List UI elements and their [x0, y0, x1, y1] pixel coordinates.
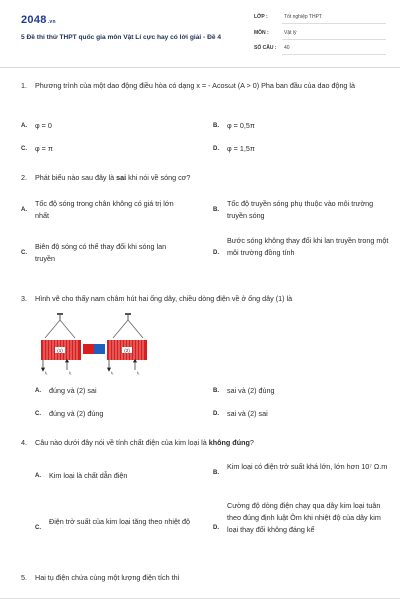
option-label: D. — [213, 411, 219, 417]
meta-subject — [254, 30, 394, 42]
question-2 — [21, 172, 391, 186]
question-5 — [21, 572, 391, 586]
option-text: sai và (2) sai — [227, 409, 268, 418]
option-text: đúng và (2) đúng — [49, 409, 104, 418]
solenoid-figure — [35, 312, 155, 376]
option-b[interactable] — [213, 385, 383, 397]
meta-grade — [254, 14, 394, 26]
option-text: Kim loại là chất dẫn điện — [49, 471, 128, 480]
meta-value: Tốt nghiệp THPT — [284, 14, 322, 20]
option-c[interactable] — [21, 241, 189, 267]
option-text: Cường độ dòng điện chạy qua dây kim loại tuân theo đúng định luật Ôm khi nhiệt độ của dây kim loại thay đổi không đáng kể — [227, 501, 381, 534]
question-text: Phương trình của một dao động điều hòa có dạng x = - Acosωt (A > 0) Pha ban đầu của dao động là — [35, 81, 356, 90]
option-text: Biên độ sóng có thể thay đổi khi sóng lan truyền — [35, 242, 167, 263]
option-a[interactable] — [35, 470, 195, 482]
option-b[interactable] — [213, 461, 391, 487]
option-label: A. — [21, 207, 27, 213]
question-3 — [21, 293, 391, 307]
question-text: Hình vẽ cho thấy nam châm hút hai ống dây, chiều dòng điện về ở ống dây (1) là — [35, 294, 293, 303]
option-text: Tốc độ truyền sóng phụ thuộc vào môi trường truyền sóng — [227, 199, 374, 220]
option-label: B. — [213, 123, 219, 129]
question-1 — [21, 80, 391, 108]
question-text-part: Câu nào dưới đây nói về tính chất điện của kim loại là — [35, 438, 209, 447]
option-text: Bước sóng không thay đổi khi lan truyền trong một môi trường đồng tính — [227, 236, 389, 257]
option-text: φ = 0 — [35, 121, 52, 130]
option-c[interactable] — [35, 516, 205, 542]
site-logo[interactable] — [21, 14, 56, 26]
meta-question-count — [254, 45, 394, 57]
option-a[interactable] — [21, 120, 181, 132]
question-text-part: Phát biểu nào sau đây là — [35, 173, 117, 182]
option-label: D. — [213, 146, 219, 152]
document-title: 5 Đề thi thử THPT quốc gia môn Vật Lí cực hay có lời giải - Đề 4 — [21, 34, 221, 41]
meta-key: SỐ CÂU : — [254, 45, 277, 51]
option-text: Tốc độ sóng trong chân không có giá trị lớn nhất — [35, 199, 174, 220]
option-label: B. — [213, 388, 219, 394]
magnet-south — [94, 344, 105, 354]
coil-1-label: (1) — [57, 348, 63, 353]
option-d[interactable] — [213, 408, 383, 420]
question-text: Hai tụ điện chứa cùng một lượng điện tích thì — [35, 573, 180, 582]
logo-suffix: .vn — [47, 19, 56, 25]
option-text: φ = 1,5π — [227, 144, 255, 153]
question-text — [35, 172, 387, 184]
option-label: A. — [35, 388, 41, 394]
coil-2-label: (2) — [124, 348, 130, 353]
question-number: 4. — [21, 438, 27, 447]
option-a[interactable] — [21, 198, 189, 224]
option-a[interactable] — [35, 385, 185, 397]
option-d[interactable] — [213, 143, 383, 155]
option-text: Kim loại có điện trở suất khá lớn, lớn hơn 10⁷ Ω.m — [227, 462, 388, 471]
option-label: A. — [35, 473, 41, 479]
option-text: đúng và (2) sai — [49, 386, 97, 395]
option-b[interactable] — [213, 120, 383, 132]
option-d[interactable] — [213, 235, 391, 273]
option-label: A. — [21, 123, 27, 129]
divider — [282, 39, 386, 40]
current-label: I₁ — [111, 370, 114, 375]
current-label: I₁ — [69, 370, 72, 375]
question-number: 5. — [21, 573, 27, 582]
option-label: B. — [213, 207, 219, 213]
divider — [282, 23, 386, 24]
option-label: C. — [35, 411, 41, 417]
question-text-part: ? — [249, 438, 254, 447]
option-d[interactable] — [213, 500, 391, 556]
option-label: B. — [213, 470, 219, 476]
current-label: I₁ — [137, 370, 140, 375]
option-label: C. — [21, 146, 27, 152]
question-number: 2. — [21, 173, 27, 182]
logo-text: 2048 — [21, 14, 47, 26]
option-label: D. — [213, 525, 219, 531]
question-number: 3. — [21, 294, 27, 303]
meta-key: MÔN : — [254, 30, 269, 36]
option-text: φ = π — [35, 144, 53, 153]
emphasis: không đúng — [208, 438, 250, 447]
option-b[interactable] — [213, 198, 391, 224]
meta-value: 40 — [284, 45, 290, 51]
current-label: I₁ — [45, 370, 48, 375]
divider — [0, 598, 400, 599]
question-text-part: khi nói về sóng cơ? — [126, 173, 191, 182]
option-text: sai và (2) đúng — [227, 386, 275, 395]
meta-key: LỚP : — [254, 14, 268, 20]
meta-value: Vật lý — [284, 30, 297, 36]
question-text — [35, 437, 387, 449]
document-header — [0, 0, 400, 68]
option-c[interactable] — [35, 408, 185, 420]
option-text: φ = 0,5π — [227, 121, 255, 130]
question-4 — [21, 437, 391, 451]
option-text: Điện trở suất của kim loại tăng theo nhiệt độ — [49, 517, 190, 526]
emphasis: sai — [116, 173, 127, 182]
option-label: C. — [21, 250, 27, 256]
option-label: D. — [213, 250, 219, 256]
magnet-north — [83, 344, 94, 354]
option-c[interactable] — [21, 143, 181, 155]
question-number: 1. — [21, 81, 27, 90]
divider — [282, 54, 386, 55]
option-label: C. — [35, 525, 41, 531]
